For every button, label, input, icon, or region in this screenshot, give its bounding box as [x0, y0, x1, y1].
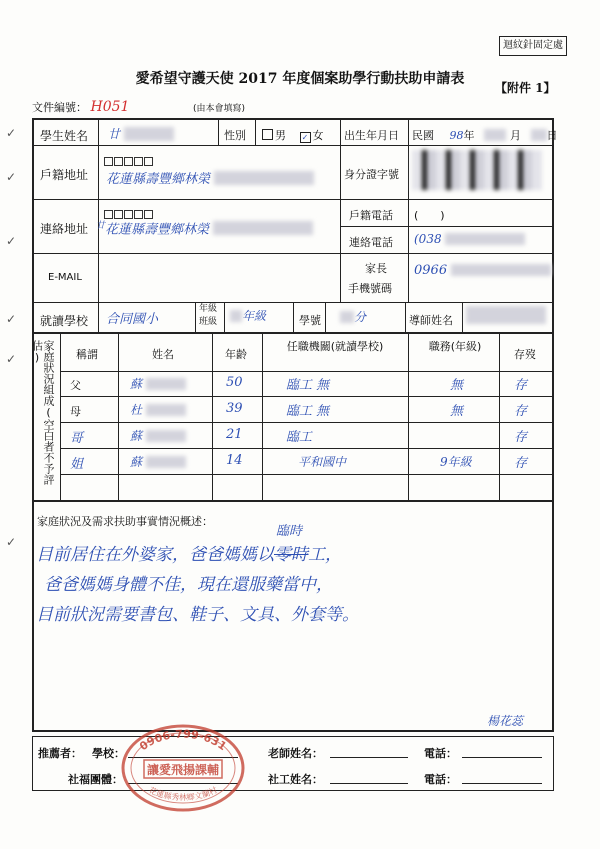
contact-phone-label: 連絡電話 — [349, 236, 393, 249]
attachment-label: 【附件 1】 — [495, 81, 556, 95]
contact-address-value: $^廿$花蓮縣壽豐鄉林榮 — [96, 218, 313, 237]
parent-mobile-label: 家長 手機號碼 — [348, 262, 392, 295]
recommender-label: 推薦者： — [38, 747, 82, 760]
mentor-value — [466, 306, 546, 328]
file-number-value: H051 — [90, 99, 130, 115]
family-row-age: 21 — [226, 427, 243, 442]
family-header-title: 稱謂 — [76, 348, 98, 361]
situation-line-3: 目前狀況需要書包、鞋子、文具、外套等。 — [36, 605, 359, 625]
household-phone-value: ( ) — [414, 209, 445, 222]
check-mark-5: ✓ — [6, 352, 17, 366]
family-header-status: 存歿 — [514, 348, 536, 361]
social-org-label: 社福團體： — [68, 773, 123, 786]
birth-label: 出生年月日 — [344, 129, 399, 142]
file-number-row — [32, 99, 245, 115]
corner-tag: 迴紋針固定處 — [499, 36, 567, 56]
family-row-org: 平和國中 — [298, 455, 347, 469]
family-row-role: 無 — [450, 378, 464, 393]
mentor-label: 導師姓名 — [409, 314, 453, 327]
stamp-name-text: 讓愛飛揚課輔 — [146, 763, 220, 777]
family-row-role: 無 — [450, 404, 464, 419]
school-field-label: 學校： — [92, 747, 125, 760]
school-value: 合同國小 — [106, 312, 159, 327]
family-header-age: 年齡 — [225, 348, 247, 361]
school-label: 就讀學校 — [40, 314, 89, 328]
family-row-title: 姐 — [70, 457, 84, 472]
family-row-name: 蘇 — [130, 453, 186, 470]
family-header-org: 任職機關(就讀學校) — [286, 340, 384, 353]
check-mark-1: ✓ — [6, 126, 17, 140]
family-row-title: 母 — [70, 405, 81, 418]
check-mark-6: ✓ — [6, 535, 17, 549]
email-label: E-MAIL — [48, 272, 82, 283]
family-row-status: 存 — [514, 456, 528, 471]
file-number-label: 文件編號： — [32, 101, 87, 114]
phone-1-line[interactable] — [462, 757, 542, 758]
form-title: 愛希望守護天使 2017 年度個案助學行動扶助申請表 — [135, 71, 465, 87]
id-number-label: 身分證字號 — [344, 168, 399, 181]
teacher-name-label: 老師姓名： — [268, 747, 323, 760]
family-row-role: 9年級 — [440, 455, 472, 469]
parent-mobile-value: 0966 — [414, 263, 551, 278]
family-row-org: 臨工 無 — [286, 404, 330, 419]
family-row-name: 蘇 — [130, 375, 186, 392]
situation-line-1: 目前居住在外婆家，爸爸媽媽以 臨時 零時工， — [36, 524, 342, 565]
family-row-name: 杜 — [130, 401, 186, 418]
household-address-value: 花蓮縣壽豐鄉林榮 — [106, 168, 314, 187]
stamp-bottom-text: 花蓮縣秀林鄉文蘭村 — [147, 785, 219, 803]
check-mark-4: ✓ — [6, 312, 17, 326]
id-number-value — [412, 150, 550, 194]
situation-line-2: 爸爸媽媽身體不佳，現在還服藥當中， — [44, 575, 333, 595]
family-row-title: 哥 — [70, 431, 84, 446]
gender-label: 性別 — [224, 129, 246, 142]
check-mark-3: ✓ — [6, 234, 17, 248]
family-row-age: 50 — [226, 375, 243, 390]
student-name-value: 廿 — [108, 125, 174, 142]
family-header-role: 職務(年級) — [428, 340, 482, 353]
seat-label: 學號 — [299, 314, 321, 327]
phone-1-label: 電話： — [424, 747, 457, 760]
family-row-name: 蘇 — [130, 427, 186, 444]
phone-2-label: 電話： — [424, 773, 457, 786]
situation-signature: 楊花蕊 — [487, 714, 524, 728]
social-worker-line[interactable] — [330, 783, 408, 784]
family-row-org: 臨工 — [286, 430, 313, 445]
seat-value: 分 — [340, 308, 366, 325]
family-row-age: 14 — [226, 453, 243, 468]
family-side-label: 家庭狀況組成(空白者不予評估) — [30, 340, 55, 485]
family-row-age: 39 — [226, 401, 243, 416]
svg-text:花蓮縣秀林鄉文蘭村 — [147, 785, 218, 803]
grade-label: 年級 班級 — [199, 304, 218, 327]
female-checkbox[interactable]: ✓ — [300, 132, 311, 143]
family-row-status: 存 — [514, 378, 528, 393]
family-header-name: 姓名 — [152, 348, 174, 361]
stamp-phone-text: 0906-799-631 — [137, 727, 229, 754]
phone-2-line[interactable] — [462, 783, 542, 784]
family-row-title: 父 — [70, 379, 81, 392]
contact-address-label: 連絡地址 — [40, 222, 89, 236]
social-worker-label: 社工姓名： — [268, 773, 323, 786]
household-phone-label: 戶籍電話 — [349, 209, 393, 222]
situation-label: 家庭狀況及需求扶助事實情況概述： — [37, 515, 213, 528]
household-address-label: 戶籍地址 — [40, 168, 89, 182]
contact-phone-value: (038 — [414, 232, 525, 246]
organization-stamp — [118, 718, 248, 814]
teacher-name-line[interactable] — [330, 757, 408, 758]
file-number-note: (由本會填寫) — [192, 104, 245, 114]
student-name-label: 學生姓名 — [40, 129, 89, 143]
grade-value: 年級 — [230, 307, 266, 324]
family-row-status: 存 — [514, 430, 528, 445]
check-mark-2: ✓ — [6, 170, 17, 184]
gender-options: 男 ✓ 女 — [262, 127, 324, 143]
birth-value: 民國 98年 月 日 — [412, 129, 558, 142]
family-row-org: 臨工 無 — [286, 378, 330, 393]
male-checkbox[interactable] — [262, 129, 273, 140]
family-row-status: 存 — [514, 404, 528, 419]
